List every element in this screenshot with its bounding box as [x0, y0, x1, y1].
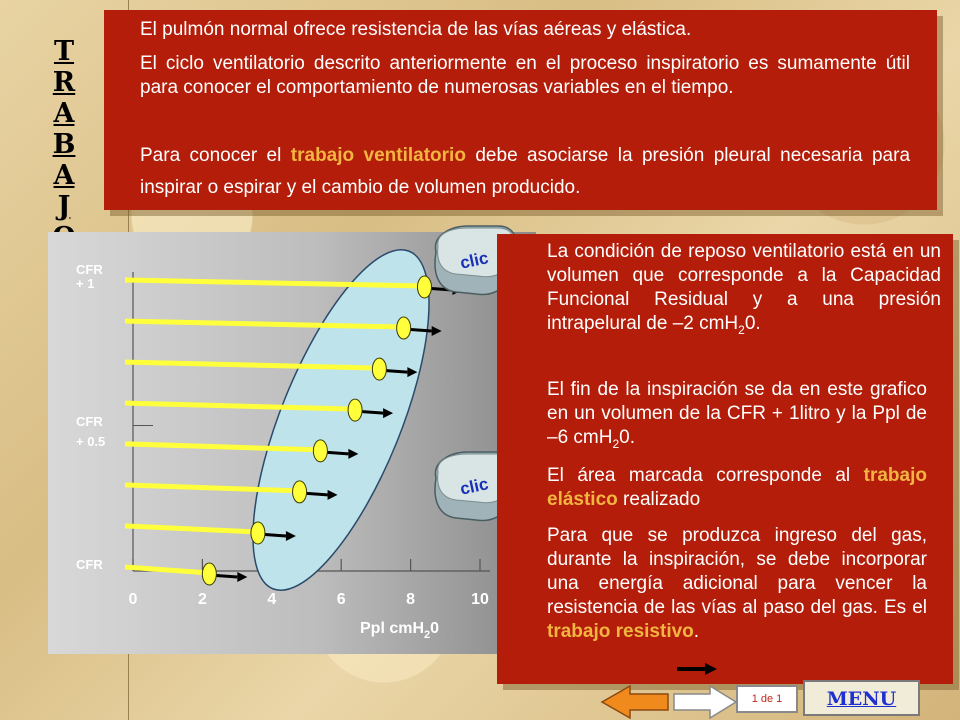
pressure-marker [372, 358, 386, 380]
paragraph-elastico-end: realizado [617, 489, 701, 510]
previous-button[interactable] [600, 684, 670, 720]
arrow-right-icon [675, 662, 719, 676]
y-tick-label: CFR [76, 557, 103, 572]
intro-line-3 [140, 140, 910, 204]
pressure-marker [313, 440, 327, 462]
paragraph-resistivo-text: Para que se produzca ingreso del gas, durante la inspiración, se debe incorporar una energía adicional para vencer la resistencia de las vías al paso del gas. Es el [547, 525, 927, 618]
paragraph-fin-text: El fin de la inspiración se da en este grafico en un volumen de la CFR + 1litro y la Ppl de –6 cmH [547, 379, 927, 448]
x-tick-label: 0 [128, 591, 138, 608]
pressure-marker [397, 317, 411, 339]
intro-line-1: El pulmón normal ofrece resistencia de las vías aéreas y elástica. [140, 19, 692, 40]
page-indicator: 1 de 1 [736, 685, 798, 713]
intro-line-3-text: Para conocer el [140, 145, 291, 166]
x-tick-labels [129, 591, 489, 608]
pressure-marker [251, 522, 265, 544]
highlight-trabajo-ventilatorio: trabajo ventilatorio [290, 145, 466, 166]
x-tick-label: 4 [267, 591, 277, 608]
subscript: 2 [738, 322, 745, 337]
x-tick-label: 10 [471, 591, 489, 608]
pressure-marker [348, 399, 362, 421]
y-tick-label: + 1 [76, 276, 95, 291]
paragraph-trabajo-resistivo [547, 524, 927, 644]
paragraph-reposo [547, 240, 941, 342]
intro-text-panel [104, 10, 937, 210]
y-tick-label: CFR [76, 262, 103, 277]
paragraph-reposo-text: La condición de reposo ventilatorio está en un volumen que corresponde a la Capacidad Funcional Residual y a una presión intrapelural de –2 cmH [547, 241, 941, 334]
title-letter: T [53, 36, 75, 67]
intro-line-2: El ciclo ventilatorio descrito anteriormente en el proceso inspiratorio es sumamente útil para conocer el comportamiento de numerosas variables en el tiempo. [140, 53, 910, 98]
paragraph-trabajo-elastico [547, 464, 927, 512]
title-letter: A [53, 160, 75, 191]
subscript: 2 [612, 436, 620, 451]
pressure-marker [293, 481, 307, 503]
x-tick-label: 2 [197, 591, 207, 608]
arrow-left-icon [602, 686, 668, 718]
x-tick-label: 8 [406, 591, 416, 608]
x-tick-label: 6 [336, 591, 346, 608]
highlight-trabajo-elastico: trabajo elástico [547, 465, 927, 510]
y-tick-label: CFR [76, 414, 103, 429]
title-letter: A [53, 98, 75, 129]
paragraph-elastico-text: El área marcada corresponde al [547, 465, 864, 486]
volume-level-line [125, 567, 209, 573]
paragraph-resistivo-end: . [693, 621, 700, 642]
title-letter: J [57, 191, 71, 222]
volume-level-line [125, 526, 258, 532]
highlight-trabajo-resistivo: trabajo resistivo [547, 621, 694, 642]
explanation-panel [497, 234, 953, 684]
paragraph-fin-inspiracion [547, 378, 927, 456]
title-letter: R [52, 67, 76, 98]
x-axis-label: Ppl cmH$_2$0 [360, 620, 440, 641]
pressure-marker [202, 563, 216, 585]
paragraph-fin-end: 0. [619, 427, 636, 448]
clic-label: clic [458, 248, 491, 273]
paragraph-reposo-end: 0. [744, 313, 761, 334]
intro-line-3-text-end: debe asociarse la presión pleural necesaria para inspirar o espirar y el cambio de volumen producido. [140, 145, 911, 198]
arrow-head-icon [237, 572, 247, 582]
clic-label: clic [458, 474, 491, 499]
next-button[interactable] [672, 684, 738, 720]
y-tick-label: + 0.5 [76, 434, 106, 449]
menu-button[interactable]: MENU [803, 680, 920, 716]
title-letter: B [52, 129, 76, 160]
arrow-right-icon [674, 686, 736, 718]
arrow-head-icon [432, 326, 442, 336]
y-tick-labels [76, 262, 105, 572]
